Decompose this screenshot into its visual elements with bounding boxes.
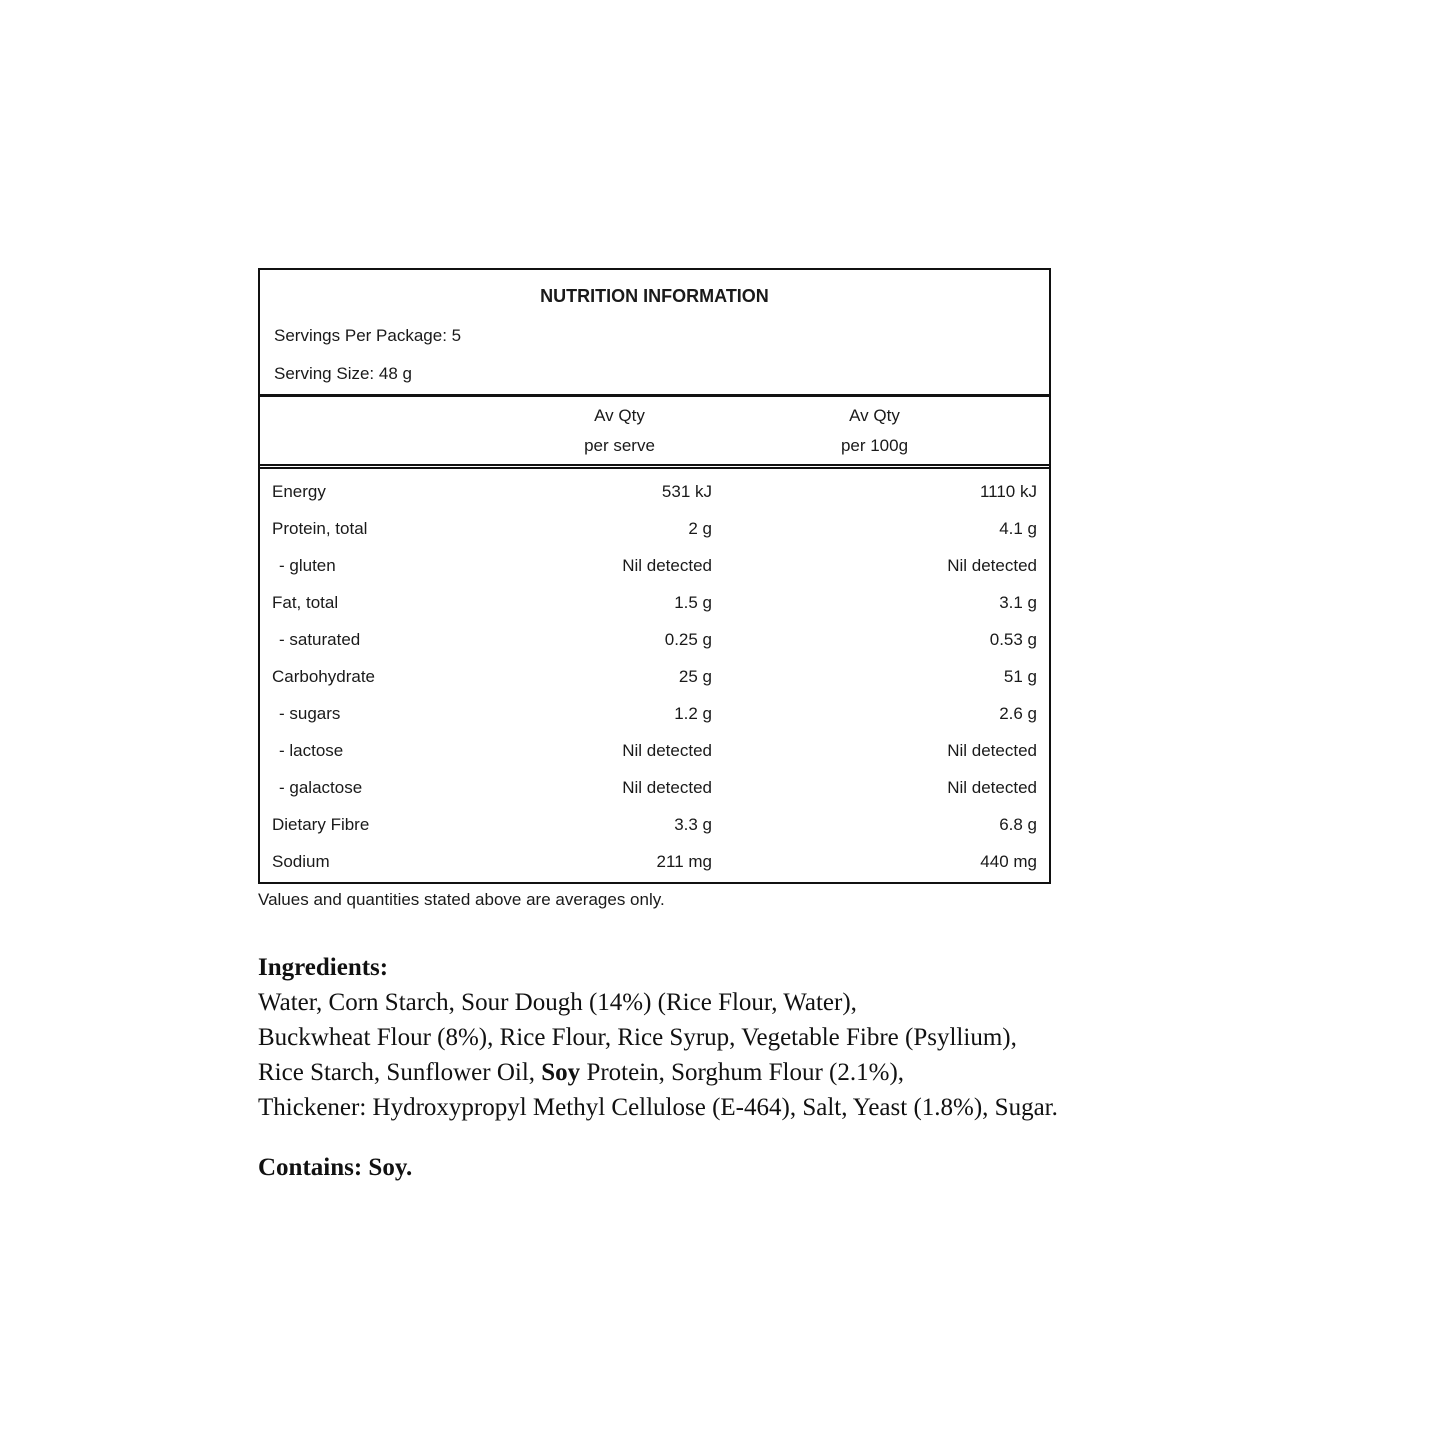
table-row: [260, 695, 1049, 732]
table-row: [260, 732, 1049, 769]
panel-title: NUTRITION INFORMATION: [540, 286, 769, 306]
value-per-serve: 3.3 g: [674, 815, 712, 834]
value-per-serve: 2 g: [688, 519, 712, 538]
nutrient-label: Energy: [272, 482, 326, 501]
ingredients-line: Water, Corn Starch, Sour Dough (14%) (Rice Flour, Water),: [258, 989, 857, 1016]
nutrient-label: - gluten: [279, 556, 336, 575]
column-header-per-100g: [712, 401, 1037, 461]
ingredients-line: Thickener: Hydroxypropyl Methyl Cellulose (E-464), Salt, Yeast (1.8%), Sugar.: [258, 1094, 1058, 1121]
table-row: [260, 843, 1049, 880]
nutrient-label: - sugars: [279, 704, 341, 723]
ingredients-heading: Ingredients:: [258, 954, 389, 981]
value-per-100g: 4.1 g: [999, 519, 1037, 538]
nutrient-label: - saturated: [279, 630, 361, 649]
value-per-serve: 1.2 g: [674, 704, 712, 723]
contains-statement: Contains: Soy.: [258, 1154, 413, 1181]
column-header-line: per serve: [584, 436, 655, 455]
value-per-100g: Nil detected: [947, 556, 1037, 575]
table-row: [260, 621, 1049, 658]
value-per-serve: 531 kJ: [661, 482, 712, 501]
value-per-serve: 0.25 g: [664, 630, 712, 649]
table-row: [260, 584, 1049, 621]
table-row: [260, 769, 1049, 806]
nutrition-information-panel: [258, 268, 1051, 884]
ingredients-line: Buckwheat Flour (8%), Rice Flour, Rice Syrup, Vegetable Fibre (Psyllium),: [258, 1024, 1017, 1051]
value-per-100g: 1110 kJ: [979, 482, 1037, 501]
value-per-100g: 440 mg: [980, 852, 1037, 871]
nutrient-label: Carbohydrate: [272, 667, 376, 686]
value-per-100g: Nil detected: [947, 778, 1037, 797]
table-row: [260, 547, 1049, 584]
nutrient-label: Protein, total: [272, 519, 368, 538]
servings-per-package: Servings Per Package: 5: [274, 326, 462, 345]
value-per-100g: 51 g: [1003, 667, 1037, 686]
value-per-100g: 6.8 g: [999, 815, 1037, 834]
column-header-line: per 100g: [840, 436, 909, 455]
nutrient-label: - lactose: [279, 741, 344, 760]
value-per-serve: 1.5 g: [674, 593, 712, 612]
value-per-100g: 0.53 g: [989, 630, 1037, 649]
table-row: [260, 510, 1049, 547]
value-per-serve: 25 g: [678, 667, 712, 686]
column-header-spacer: [272, 401, 527, 461]
value-per-serve: Nil detected: [622, 778, 712, 797]
nutrient-label: Sodium: [272, 852, 330, 871]
value-per-serve: 211 mg: [656, 852, 712, 871]
nutrient-label: Fat, total: [272, 593, 339, 612]
table-row: [260, 473, 1049, 510]
column-header-line: Av Qty: [594, 406, 645, 425]
ingredients-line: Rice Starch, Sunflower Oil, Soy Protein, Sorghum Flour (2.1%),: [258, 1059, 905, 1086]
column-headers: [260, 397, 1049, 469]
nutrient-label: Dietary Fibre: [272, 815, 370, 834]
serving-size: Serving Size: 48 g: [274, 364, 412, 383]
column-header-per-serve: [527, 401, 712, 461]
column-header-line: Av Qty: [849, 406, 900, 425]
value-per-serve: Nil detected: [622, 556, 712, 575]
table-row: [260, 658, 1049, 695]
nutrient-label: - galactose: [279, 778, 363, 797]
averages-footnote: Values and quantities stated above are averages only.: [258, 890, 665, 909]
panel-header: [260, 270, 1049, 397]
ingredients-list: [258, 985, 1298, 1125]
ingredients-section: [258, 950, 1298, 1125]
table-row: [260, 806, 1049, 843]
value-per-100g: 3.1 g: [999, 593, 1037, 612]
value-per-100g: 2.6 g: [999, 704, 1037, 723]
value-per-100g: Nil detected: [947, 741, 1037, 760]
nutrient-rows: [260, 469, 1049, 882]
value-per-serve: Nil detected: [622, 741, 712, 760]
